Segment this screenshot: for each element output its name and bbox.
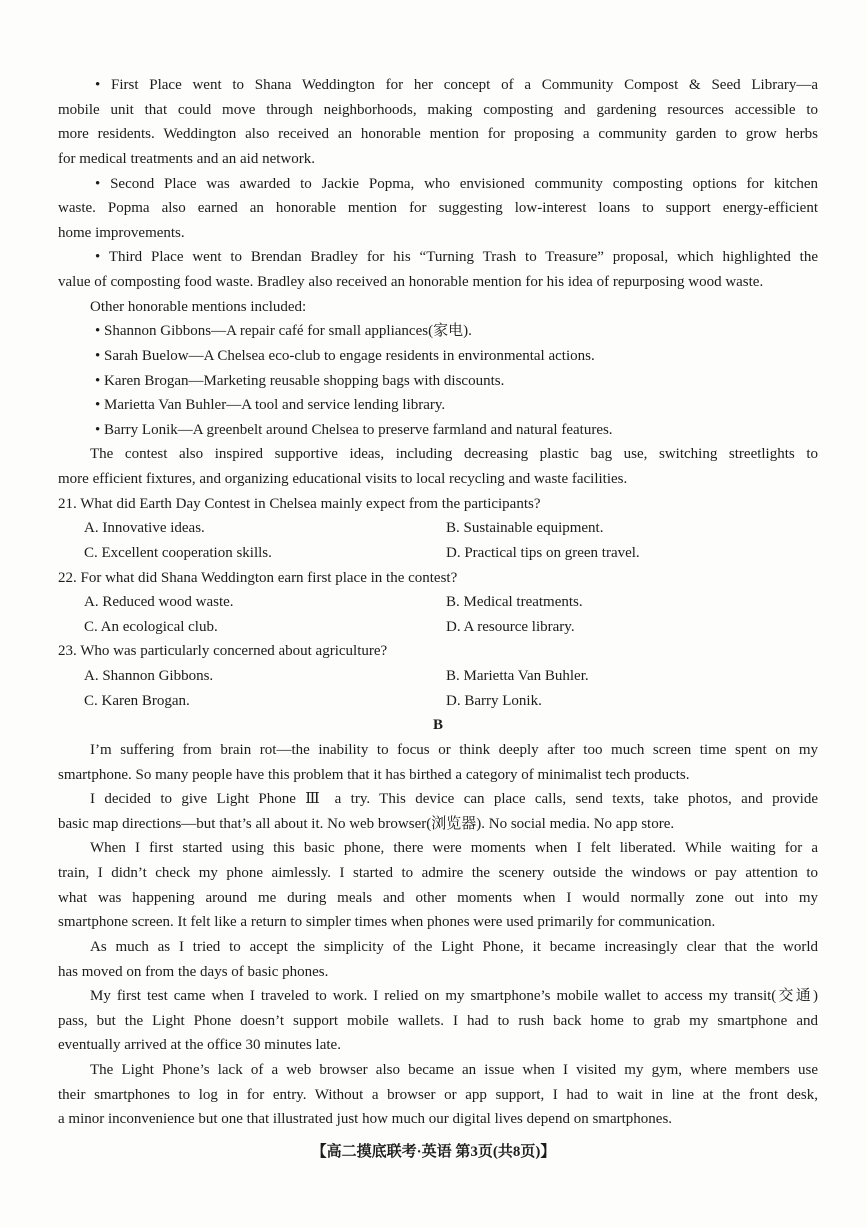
section-b-paragraph-4 — [58, 935, 818, 984]
option-d: D. Barry Lonik. — [446, 692, 542, 709]
closing-line-2: more efficient fixtures, and organizing educational visits to local recycling and waste facilities. — [58, 471, 628, 487]
option-c: C. An ecological club. — [84, 618, 218, 635]
paragraph-line: As much as I tried to accept the simplicity of the Light Phone, it became increasingly clear that the world — [90, 938, 818, 955]
question-22 — [58, 566, 818, 640]
mention-item: • Barry Lonik—A greenbelt around Chelsea to preserve farmland and natural features. — [95, 421, 613, 438]
award-third-place — [58, 245, 818, 294]
award-second-place — [58, 172, 818, 246]
award-3-line-1: • Third Place went to Brendan Bradley for his “Turning Trash to Treasure” proposal, which highlighted the — [95, 249, 818, 266]
closing-line-1: The contest also inspired supportive ideas, including decreasing plastic bag use, switching streetlights to — [90, 446, 818, 463]
mention-item: • Marietta Van Buhler—A tool and service lending library. — [95, 397, 446, 414]
paragraph-line: pass, but the Light Phone doesn’t support mobile wallets. I had to rush back home to grab my smartphone and — [58, 1012, 818, 1029]
mentions-label: Other honorable mentions included: — [90, 298, 307, 315]
mentions-list — [58, 319, 818, 442]
paragraph-line: smartphone screen. It felt like a return to simpler times when phones were used primarily for communication. — [58, 914, 716, 931]
page-footer: 【高二摸底联考·英语 第3页(共8页)】 — [311, 1144, 556, 1160]
question-23 — [58, 639, 818, 713]
question-stem: 21. What did Earth Day Contest in Chelsea mainly expect from the participants? — [58, 495, 541, 512]
question-stem: 22. For what did Shana Weddington earn first place in the contest? — [58, 569, 458, 586]
award-first-place — [58, 73, 818, 172]
section-b-paragraph-5 — [58, 984, 818, 1058]
award-3-line-2: value of composting food waste. Bradley also received an honorable mention for his idea of repurposing wood waste. — [58, 274, 764, 290]
paragraph-line: smartphone. So many people have this problem that it has birthed a category of minimalist tech products. — [58, 766, 690, 783]
section-b-heading: B — [432, 717, 443, 734]
options-row — [58, 615, 818, 640]
section-b-paragraph-6 — [58, 1058, 818, 1132]
award-1-line-4: for medical treatments and an aid network. — [58, 150, 315, 167]
section-b-paragraph-2 — [58, 787, 818, 836]
option-b: B. Sustainable equipment. — [446, 520, 604, 537]
question-stem: 23. Who was particularly concerned about agriculture? — [58, 643, 388, 660]
options-row — [58, 516, 818, 541]
paragraph-line: When I first started using this basic phone, there were moments when I felt liberated. While waiting for a — [90, 840, 818, 857]
paragraph-line: a minor inconvenience but one that illustrated just how much our digital lives depend on smartphones. — [58, 1111, 673, 1128]
option-a: A. Reduced wood waste. — [84, 594, 234, 611]
mention-item: • Shannon Gibbons—A repair café for small appliances(家电). — [95, 323, 472, 340]
award-2-line-3: home improvements. — [58, 224, 185, 241]
section-b-paragraph-3 — [58, 836, 818, 935]
paragraph-line: what was happening around me during meals and other moments when I would normally zone out into my — [58, 889, 818, 906]
paragraph-line: has moved on from the days of basic phones. — [58, 963, 329, 980]
paragraph-line: basic map directions—but that’s all about it. No web browser(浏览器). No social media. No app store. — [58, 815, 675, 832]
option-d: D. A resource library. — [446, 618, 575, 635]
paragraph-line: I’m suffering from brain rot—the inability to focus or think deeply after too much screen time spent on my — [90, 741, 818, 758]
award-1-line-3: more residents. Weddington also received an honorable mention for proposing a community garden to grow herbs — [58, 126, 818, 143]
mention-item: • Sarah Buelow—A Chelsea eco-club to engage residents in environmental actions. — [95, 347, 595, 364]
option-b: B. Medical treatments. — [446, 594, 583, 611]
paragraph-line: their smartphones to log in for entry. Without a browser or app support, I had to wait in line at the front desk, — [58, 1086, 818, 1103]
paragraph-line: train, I didn’t check my phone aimlessly. I started to admire the scenery outside the windows or pay attention to — [58, 865, 818, 881]
paragraph-line: The Light Phone’s lack of a web browser also became an issue when I visited my gym, where members use — [90, 1062, 818, 1078]
award-1-line-1: • First Place went to Shana Weddington for her concept of a Community Compost & Seed Library—a — [95, 77, 818, 93]
award-2-line-2: waste. Popma also earned an honorable mention for suggesting low-interest loans to support energy-efficient — [58, 200, 818, 217]
paragraph-line: eventually arrived at the office 30 minutes late. — [58, 1037, 341, 1054]
options-row — [58, 664, 818, 689]
award-1-line-2: mobile unit that could move through neighborhoods, making composting and gardening resources accessible to — [58, 101, 818, 118]
page-body — [58, 73, 818, 1132]
option-c: C. Karen Brogan. — [84, 692, 190, 709]
option-b: B. Marietta Van Buhler. — [446, 668, 589, 684]
options-row — [58, 689, 818, 714]
question-21 — [58, 492, 818, 566]
option-a: A. Innovative ideas. — [84, 520, 205, 537]
award-2-line-1: • Second Place was awarded to Jackie Popma, who envisioned community composting options for kitchen — [95, 175, 818, 192]
mention-item: • Karen Brogan—Marketing reusable shopping bags with discounts. — [95, 372, 505, 389]
closing-paragraph — [58, 442, 818, 491]
section-b-paragraph-1 — [58, 738, 818, 787]
options-row — [58, 590, 818, 615]
options-row — [58, 541, 818, 566]
option-d: D. Practical tips on green travel. — [446, 544, 640, 561]
paragraph-line: My first test came when I traveled to work. I relied on my smartphone’s mobile wallet to access my transit(交通) — [90, 988, 818, 1005]
option-c: C. Excellent cooperation skills. — [84, 544, 272, 561]
option-a: A. Shannon Gibbons. — [84, 668, 214, 684]
paragraph-line: I decided to give Light Phone Ⅲ a try. This device can place calls, send texts, take photos, and provide — [90, 791, 818, 808]
